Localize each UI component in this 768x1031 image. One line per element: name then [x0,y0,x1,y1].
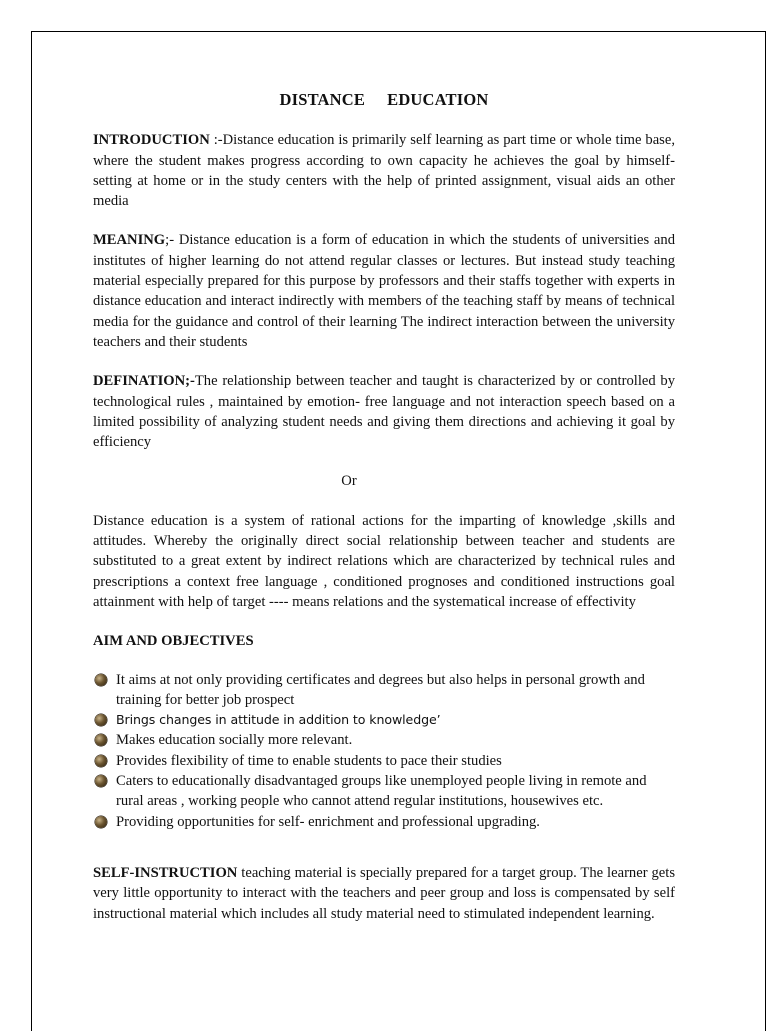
definition-label: DEFINATION;- [93,373,195,390]
bullet-icon [95,714,107,726]
bullet-icon [95,775,107,787]
bullet-icon [95,674,107,686]
meaning-label: MEANING [93,232,166,249]
list-item: Providing opportunities for self- enrichment and professional upgrading. [93,812,675,832]
document-content [93,90,675,924]
title-word-1: DISTANCE [279,90,366,109]
list-item: Makes education socially more relevant. [93,730,675,750]
aims-list [93,670,675,832]
self-instruction-paragraph [93,863,675,924]
list-item: It aims at not only providing certificates and degrees but also helps in personal growth and training for better job prospect [93,670,675,711]
definition-text: The relationship between teacher and taught is characterized by or controlled by technological rules , maintained by emotion- free language and not interaction speech based on a limited possibility of analyzing student needs and giving them directions and achieving it goal by efficiency [93,373,675,451]
title-word-2: EDUCATION [387,90,489,109]
alt-definition-paragraph: Distance education is a system of rational actions for the imparting of knowledge ,skills and attitudes. Whereby the originally direct social relationship between teacher and students are substituted to a great extent by indirect relations which are characterized by technical rules and prescriptions a context free language , conditioned prognoses and conditioned instructions goal attainment with help of target ---- means relations and the systematical increase of effectivity [93,512,675,610]
introduction-text: :-Distance education is primarily self learning as part time or whole time base, where the student makes progress according to own capacity he achieves the goal by himself- setting at home or in the study centers with the help of printed assignment, visual aids an other media [93,132,675,210]
self-instruction-label: SELF-INSTRUCTION [93,864,238,881]
list-item: Caters to educationally disadvantaged groups like unemployed people living in remote and rural areas , working people who cannot attend regular institutions, housewives etc. [93,771,675,812]
self-instruction-text: teaching material is specially prepared for a target group. The learner gets very little opportunity to interact with the teachers and peer group and loss is compensated by self instructional material which includes all study material need to stimulated independent learning. [93,864,675,922]
meaning-text: ;- Distance education is a form of education in which the students of universities and institutes of higher learning do not attend regular classes or lectures. But instead study teaching material especially prepared for this purpose by professors and their staffs together with experts in distance education and interact indirectly with members of the teaching staff by means of technical media for the guidance and control of their learning The indirect interaction between the university teachers and their students [93,232,675,350]
list-item: Brings changes in attitude in addition to knowledge’ [93,710,675,730]
list-item: Provides flexibility of time to enable students to pace their studies [93,751,675,771]
bullet-icon [95,734,107,746]
or-separator: Or [341,473,357,490]
page-title [93,90,675,110]
introduction-paragraph [93,130,675,211]
bullet-icon [95,755,107,767]
bullet-icon [95,816,107,828]
introduction-label: INTRODUCTION [93,132,210,149]
aims-heading: AIM AND OBJECTIVES [93,633,254,650]
meaning-paragraph [93,230,675,352]
definition-paragraph [93,371,675,452]
